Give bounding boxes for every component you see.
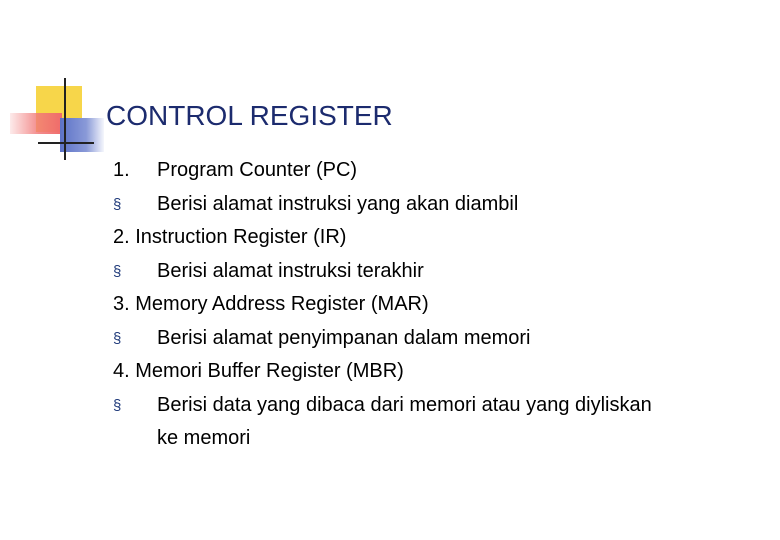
logo-vertical-line: [64, 78, 66, 160]
list-item-heading-1: [113, 154, 773, 188]
slide-content: [113, 154, 773, 456]
slide-logo-decoration: [0, 0, 110, 170]
bullet-icon: §: [113, 262, 122, 280]
list-item-heading-2: [113, 221, 773, 255]
slide-title: CONTROL REGISTER: [106, 100, 393, 131]
logo-red-bar: [10, 113, 62, 134]
list-item-heading-4: [113, 355, 773, 389]
item-description-3: Berisi alamat penyimpanan dalam memori: [157, 326, 531, 349]
item-heading-4: Memori Buffer Register (MBR): [135, 360, 404, 382]
item-description-2: Berisi alamat instruksi terakhir: [157, 259, 424, 282]
item-heading-2: Instruction Register (IR): [135, 226, 347, 248]
item-number-2: 2.: [113, 226, 130, 248]
item-heading-1: Program Counter (PC): [157, 159, 358, 181]
list-item-heading-3: [113, 288, 773, 322]
item-number-4: 4.: [113, 360, 130, 382]
list-item-description-3: [113, 322, 773, 356]
logo-blue-square: [60, 118, 104, 152]
logo-horizontal-line: [38, 142, 94, 144]
bullet-icon: §: [113, 329, 122, 347]
bullet-icon: §: [113, 195, 122, 213]
bullet-icon: §: [113, 396, 122, 414]
item-description-4-line-1: Berisi data yang dibaca dari memori atau yang diyliskan: [157, 393, 652, 416]
item-description-1: Berisi alamat instruksi yang akan diambil: [157, 192, 519, 215]
list-item-description-2: [113, 255, 773, 289]
list-item-description-1: [113, 188, 773, 222]
list-item-description-4: [113, 389, 773, 456]
item-number-3: 3.: [113, 293, 130, 315]
item-description-4-line-2: ke memori: [157, 427, 251, 449]
item-number-1: 1.: [113, 159, 130, 181]
item-heading-3: Memory Address Register (MAR): [135, 293, 429, 315]
